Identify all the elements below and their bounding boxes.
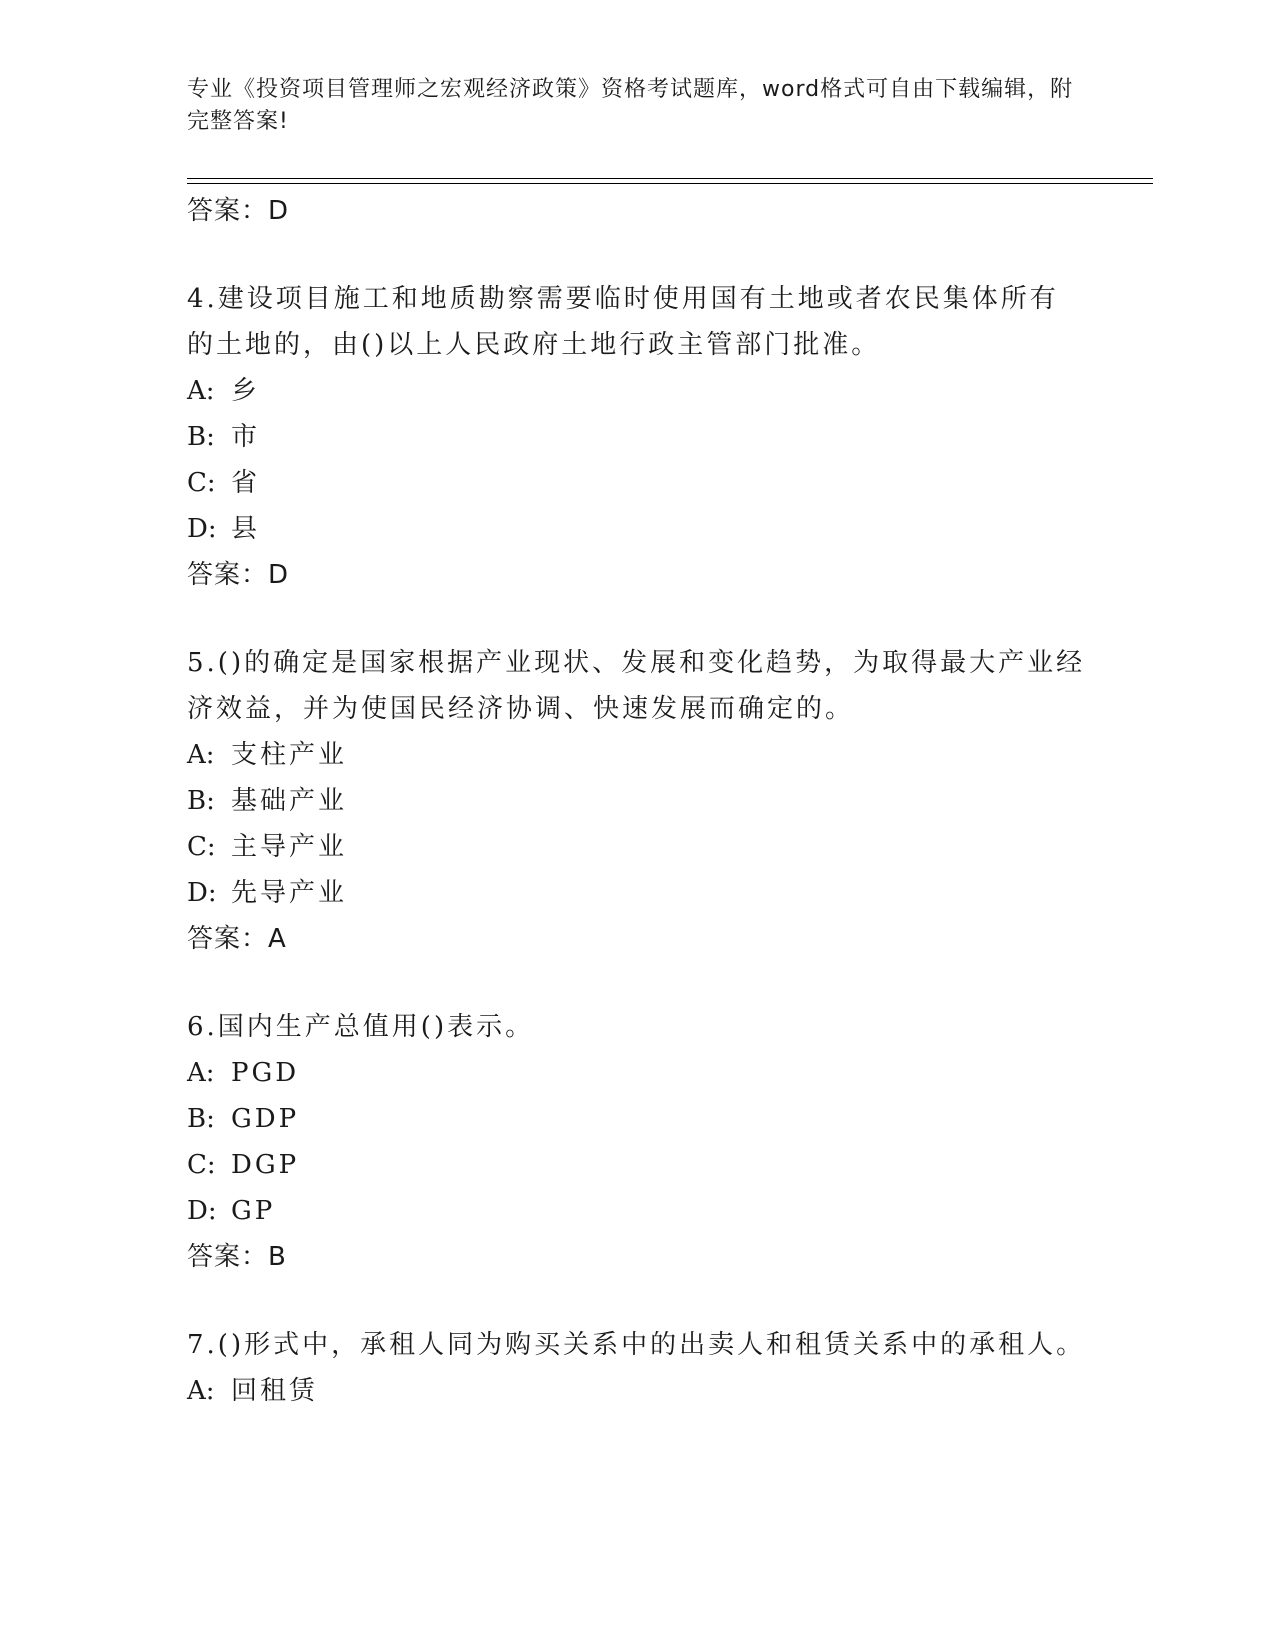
question-list bbox=[187, 188, 1087, 1414]
option-letter: A: bbox=[187, 1058, 215, 1088]
question-text: 6.国内生产总值用()表示。 bbox=[187, 1012, 535, 1042]
option-letter: A: bbox=[187, 1376, 215, 1406]
option-text: 市 bbox=[231, 422, 261, 452]
option-letter: D: bbox=[187, 878, 217, 908]
option-text: 乡 bbox=[231, 376, 261, 406]
option-item bbox=[187, 732, 1087, 778]
option-item bbox=[187, 506, 1087, 552]
answer-line: 答案：A bbox=[187, 924, 287, 954]
option-text: 基础产业 bbox=[231, 786, 348, 816]
question-text: 4.建设项目施工和地质勘察需要临时使用国有土地或者农民集体所有的土地的，由()以上人民政府土地行政主管部门批准。 bbox=[187, 284, 1059, 360]
option-item bbox=[187, 460, 1087, 506]
option-text: 支柱产业 bbox=[231, 740, 348, 770]
option-text: 回租赁 bbox=[231, 1376, 319, 1406]
option-text: DGP bbox=[231, 1150, 300, 1180]
header-title: 专业《投资项目管理师之宏观经济政策》资格考试题库，word格式可自由下载编辑，附完整答案! bbox=[187, 77, 1074, 134]
option-letter: D: bbox=[187, 1196, 217, 1226]
option-item bbox=[187, 824, 1087, 870]
question-item bbox=[187, 276, 1087, 598]
option-text: 先导产业 bbox=[231, 878, 348, 908]
option-text: 县 bbox=[231, 514, 261, 544]
option-letter: C: bbox=[187, 1150, 216, 1180]
option-letter: A: bbox=[187, 740, 215, 770]
option-letter: C: bbox=[187, 468, 216, 498]
option-item bbox=[187, 368, 1087, 414]
header-divider bbox=[187, 178, 1153, 179]
option-item bbox=[187, 414, 1087, 460]
option-item bbox=[187, 1096, 1087, 1142]
option-text: 省 bbox=[231, 468, 261, 498]
option-item bbox=[187, 1188, 1087, 1234]
question-item bbox=[187, 1004, 1087, 1280]
document-header bbox=[187, 74, 1087, 138]
option-letter: B: bbox=[187, 1104, 215, 1134]
option-letter: A: bbox=[187, 376, 215, 406]
option-text: GDP bbox=[231, 1104, 300, 1134]
option-letter: D: bbox=[187, 514, 217, 544]
option-text: GP bbox=[231, 1196, 276, 1226]
answer-line: 答案：D bbox=[187, 560, 290, 590]
header-divider-second bbox=[187, 183, 1153, 184]
option-text: 主导产业 bbox=[231, 832, 348, 862]
option-item bbox=[187, 1050, 1087, 1096]
question-text: 5.()的确定是国家根据产业现状、发展和变化趋势，为取得最大产业经济效益，并为使国民经济协调、快速发展而确定的。 bbox=[187, 648, 1086, 724]
option-text: PGD bbox=[231, 1058, 300, 1088]
question-item bbox=[187, 1322, 1087, 1414]
option-letter: B: bbox=[187, 786, 215, 816]
option-item bbox=[187, 1368, 1087, 1414]
option-letter: B: bbox=[187, 422, 215, 452]
question-item bbox=[187, 640, 1087, 962]
option-letter: C: bbox=[187, 832, 216, 862]
answer-line: 答案：B bbox=[187, 1242, 287, 1272]
option-item bbox=[187, 778, 1087, 824]
option-item bbox=[187, 1142, 1087, 1188]
option-item bbox=[187, 870, 1087, 916]
answer-line: 答案：D bbox=[187, 196, 290, 226]
question-text: 7.()形式中，承租人同为购买关系中的出卖人和租赁关系中的承租人。 bbox=[187, 1330, 1086, 1360]
